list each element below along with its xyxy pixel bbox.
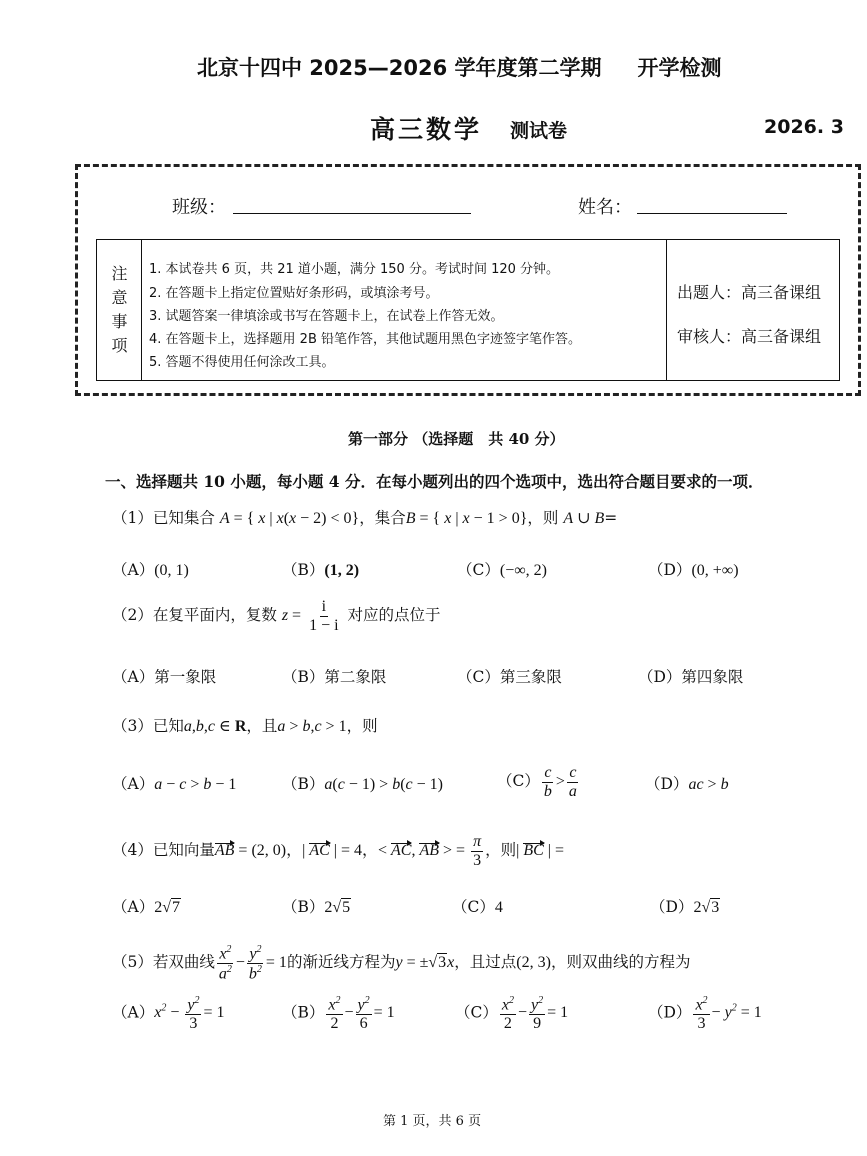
q1-option-d-label: （D） xyxy=(648,561,692,579)
q5-hyperbola: $\frac{x^2}{a^2}$ − $\frac{y^2}{b^2}$ = 1 xyxy=(218,944,287,983)
q5-mid: 的渐近线方程为 xyxy=(286,953,396,972)
notice-char: 意 xyxy=(111,288,128,307)
q3-option-d[interactable] xyxy=(645,772,729,794)
q3-option-a[interactable] xyxy=(112,772,236,794)
q3-vars: a,b,c ∈ R xyxy=(183,718,247,735)
q5-option-b-label: （B） xyxy=(282,1003,325,1022)
q1-suffix: ，则 xyxy=(527,509,559,527)
name-label: 姓名： xyxy=(578,197,632,218)
notice-item: 3. 试题答案一律填涂或书写在答题卡上，在试卷上作答无效。 xyxy=(149,309,504,324)
q3-option-c-value: $\frac{c}{b}$ > $\frac{c}{a}$ xyxy=(543,764,577,800)
q4-option-b-label: （B） xyxy=(282,898,325,916)
q1-option-b-value: (1, 2) xyxy=(324,562,360,579)
exam-name: 开学检测 xyxy=(637,56,722,80)
q4-option-c-label: （C） xyxy=(452,898,495,916)
q1-end: = xyxy=(604,509,618,527)
q2-option-a[interactable]: （A）第一象限 xyxy=(112,668,217,686)
q5-option-d-label: （D） xyxy=(648,1003,692,1022)
q1-set-a: A = { x | x(x − 2) < 0} xyxy=(219,510,360,527)
notice-title xyxy=(97,262,142,358)
q3-option-d-value: ac > b xyxy=(688,776,729,793)
q4-option-d[interactable] xyxy=(650,895,720,917)
notice-item: 4. 在答题卡上，选择题用 2B 铅笔作答，其他试题用黑色字迹签字笔作答。 xyxy=(149,332,581,347)
q4-target: | BC | = xyxy=(516,841,564,859)
q1-mid: ，集合 xyxy=(359,509,406,527)
q3-option-d-label: （D） xyxy=(645,775,689,793)
q4-option-c[interactable] xyxy=(452,895,503,917)
q2-option-b[interactable]: （B）第二象限 xyxy=(282,668,387,686)
q5-option-b[interactable] xyxy=(282,995,395,1033)
q1-prefix: （1）已知集合 xyxy=(112,509,215,527)
q5-option-a-value: $x^2$ − $\frac{y^2}{3}$ = 1 xyxy=(154,995,225,1032)
q1-union: A ∪ B xyxy=(563,510,605,527)
q1-option-d[interactable] xyxy=(648,558,739,580)
q5-option-c-label: （C） xyxy=(455,1003,498,1022)
question-5 xyxy=(112,944,690,983)
q3-option-c[interactable] xyxy=(497,764,581,800)
paper-type: 测试卷 xyxy=(510,120,568,142)
q5-point: (2, 3) xyxy=(516,954,551,972)
q5-option-a-label: （A） xyxy=(112,1003,155,1022)
q5-option-c[interactable] xyxy=(455,995,568,1033)
q5-option-d-value: $\frac{x^2}{3}$ − $y^2 = 1$ xyxy=(695,995,762,1032)
q3-option-b-value: a(c − 1) > b(c − 1) xyxy=(324,776,443,793)
name-field[interactable] xyxy=(637,213,787,214)
notice-title-cell xyxy=(97,240,142,380)
q3-option-a-label: （A） xyxy=(112,775,155,793)
q3-option-b-label: （B） xyxy=(282,775,325,793)
question-4 xyxy=(112,833,564,869)
q1-option-a-value: (0, 1) xyxy=(154,562,189,579)
question-3 xyxy=(112,714,378,736)
q1-set-b: B = { x | x − 1 > 0} xyxy=(405,510,528,527)
q4-option-b-value: 2√5 xyxy=(324,899,351,916)
reviewer-info: 审核人：高三备课组 xyxy=(677,327,822,346)
q2-option-d[interactable]: （D）第四象限 xyxy=(638,668,744,686)
class-label: 班级： xyxy=(172,197,226,218)
q2-option-c[interactable]: （C）第三象限 xyxy=(457,668,562,686)
page-footer: 第 1 页，共 6 页 xyxy=(383,1114,482,1129)
q4-option-a[interactable] xyxy=(112,895,181,917)
q5-option-b-value: $\frac{x^2}{2}$ − $\frac{y^2}{6}$ = 1 xyxy=(328,995,395,1032)
notice-table xyxy=(96,239,840,381)
q1-option-c[interactable] xyxy=(457,558,547,580)
q4-vector-ab: AB = (2, 0)，| AC | = 4，< AC, AB > = $\frac{\pi}{3}$ xyxy=(214,833,482,869)
school-term: 北京十四中 2025—2026 学年度第二学期 xyxy=(197,56,602,80)
q5-mid2: ，且过点 xyxy=(454,953,517,972)
q1-option-d-value: (0, +∞) xyxy=(691,562,739,579)
q1-option-c-value: (−∞, 2) xyxy=(499,562,547,579)
q3-suffix: ，则 xyxy=(346,717,378,735)
section-instruction: 一、选择题共 10 小题，每小题 4 分．在每小题列出的四个选项中，选出符合题目要求的一项． xyxy=(105,472,764,491)
notice-item: 5. 答题不得使用任何涂改工具。 xyxy=(149,355,335,370)
notice-char: 注 xyxy=(111,264,128,283)
q1-option-c-label: （C） xyxy=(457,561,500,579)
q2-expression: z = $\frac{i}{1 - i}$ xyxy=(281,598,339,634)
exam-title-line xyxy=(197,52,722,82)
q1-option-b-label: （B） xyxy=(282,561,325,579)
q5-option-c-value: $\frac{x^2}{2}$ − $\frac{y^2}{9}$ = 1 xyxy=(501,995,569,1032)
subject-title: 高三数学 xyxy=(370,115,483,144)
q4-option-a-value: 2√7 xyxy=(154,899,180,916)
q4-suffix: ，则 xyxy=(485,840,517,859)
q4-option-c-value: 4 xyxy=(494,899,503,916)
q2-prefix: （2）在复平面内，复数 xyxy=(112,605,277,624)
q5-option-d[interactable] xyxy=(648,995,762,1033)
q1-option-a-label: （A） xyxy=(112,561,155,579)
class-field[interactable] xyxy=(233,213,471,214)
q5-asymptote: y = ±√3x xyxy=(395,954,455,972)
notice-item: 1. 本试卷共 6 页，共 21 道小题，满分 150 分。考试时间 120 分钟。 xyxy=(149,262,560,277)
q4-option-d-label: （D） xyxy=(650,898,694,916)
q3-mid: ，且 xyxy=(246,717,278,735)
exam-date: 2026. 3 xyxy=(764,116,844,138)
q3-prefix: （3）已知 xyxy=(112,717,184,735)
q5-prefix: （5）若双曲线 xyxy=(112,953,215,972)
q4-option-d-value: 2√3 xyxy=(693,899,720,916)
q3-option-c-label: （C） xyxy=(497,771,540,790)
q4-option-b[interactable] xyxy=(282,895,351,917)
q1-option-a[interactable] xyxy=(112,558,189,580)
notice-char: 项 xyxy=(111,336,128,355)
section-heading: 第一部分 （选择题 共 40 分） xyxy=(348,430,565,448)
q3-option-b[interactable] xyxy=(282,772,443,794)
q3-cond: a > b,c > 1 xyxy=(277,718,347,735)
q2-suffix: 对应的点位于 xyxy=(347,605,441,624)
q4-option-a-label: （A） xyxy=(112,898,155,916)
notice-item: 2. 在答题卡上指定位置贴好条形码，或填涂考号。 xyxy=(149,286,439,301)
staff-cell xyxy=(666,240,839,380)
author-info: 出题人：高三备课组 xyxy=(677,283,822,302)
q1-option-b[interactable] xyxy=(282,558,359,580)
q5-option-a[interactable] xyxy=(112,995,224,1033)
question-2 xyxy=(112,598,441,634)
notice-char: 事 xyxy=(111,312,128,331)
q3-option-a-value: a − c > b − 1 xyxy=(154,776,237,793)
q5-suffix: ，则双曲线的方程为 xyxy=(550,953,691,972)
q4-prefix: （4）已知向量 xyxy=(112,840,215,859)
question-1 xyxy=(112,506,617,528)
